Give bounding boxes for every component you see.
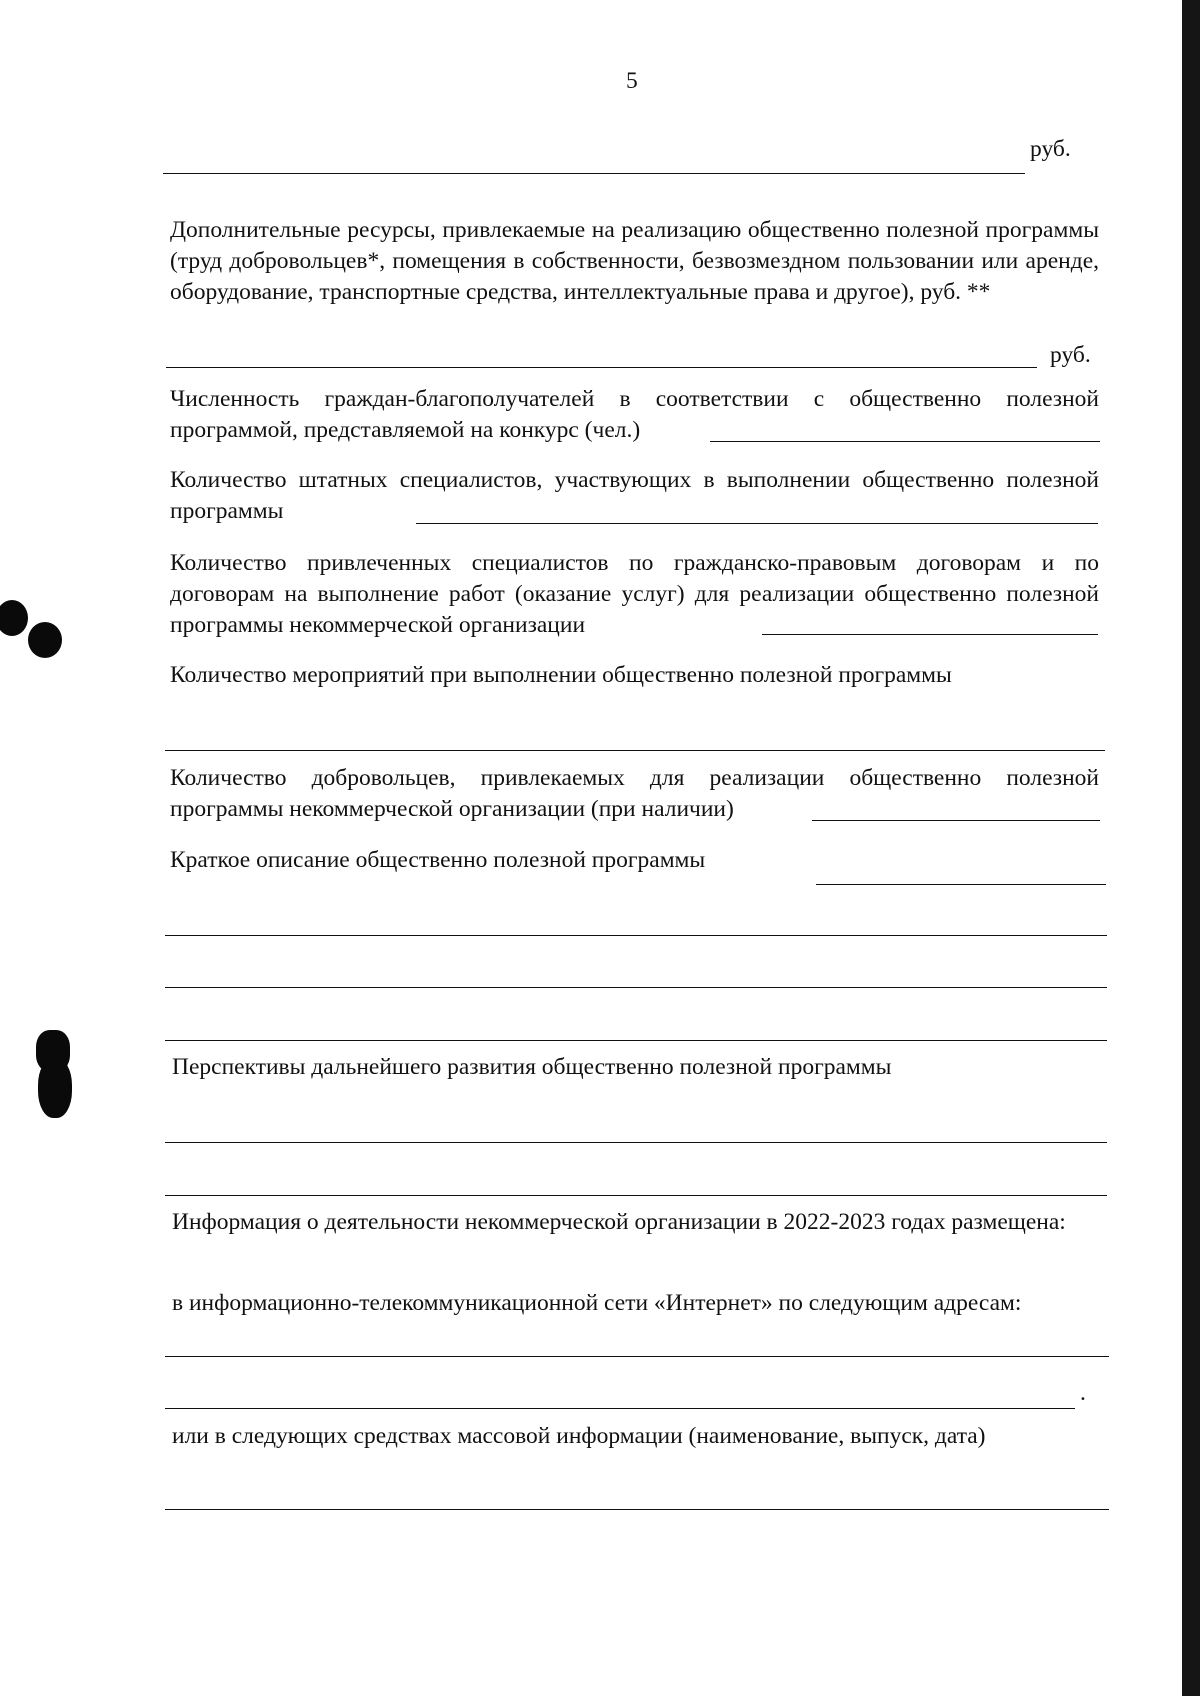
punch-hole-4 — [38, 1058, 72, 1118]
short-description-line-3 — [165, 987, 1107, 988]
answer-line-1 — [163, 173, 1025, 174]
beneficiaries-count-text — [170, 384, 1099, 446]
beneficiaries-count-label: Численность граждан-благополучателей в соответствии с общественно полезной программой, представляемой на конкурс (чел.) — [170, 386, 1099, 443]
additional-resources-text: Дополнительные ресурсы, привлекаемые на реализацию общественно полезной программы (труд добровольцев*, помещения в собственности, безвозмездном пользовании или аренде, оборудование, транспортные средства, интеллектуальные права и другое), руб. ** — [170, 217, 1099, 305]
internet-addresses-line-1 — [165, 1356, 1109, 1357]
staff-specialists-answer-line — [416, 523, 1098, 524]
prospects-line-1 — [165, 1142, 1107, 1143]
punch-hole-1 — [0, 600, 28, 636]
short-description-line-4 — [165, 1040, 1107, 1041]
staff-specialists-text: Количество штатных специалистов, участвующих в выполнении общественно полезной программы — [170, 467, 1099, 524]
volunteers-count-answer-line — [812, 820, 1100, 821]
short-description-text: Краткое описание общественно полезной программы — [170, 847, 706, 873]
internet-addresses-text: в информационно-телекоммуникационной сети «Интернет» по следующим адресам: — [172, 1290, 1022, 1316]
page-number: 5 — [626, 68, 638, 94]
events-count-text: Количество мероприятий при выполнении общественно полезной программы — [170, 662, 952, 688]
short-description-line-2 — [165, 935, 1107, 936]
additional-resources-answer-line — [166, 367, 1037, 368]
engaged-specialists-text: Количество привлеченных специалистов по гражданско-правовым договорам и по договорам на выполнение работ (оказание услуг) для реализации общественно полезной программы некоммерческой организации — [170, 550, 1099, 638]
beneficiaries-count-answer-line — [710, 441, 1100, 442]
volunteers-count-text: Количество добровольцев, привлекаемых для реализации общественно полезной программы некоммерческой организации (при наличии) — [170, 765, 1099, 822]
internet-addresses-line-2 — [165, 1408, 1075, 1409]
events-count-answer-line — [165, 750, 1105, 751]
activity-info-text: Информация о деятельности некоммерческой организации в 2022-2023 годах размещена: — [172, 1209, 1066, 1235]
prospects-line-2 — [165, 1195, 1107, 1196]
scan-edge-shadow — [1182, 0, 1200, 1696]
prospects-text: Перспективы дальнейшего развития общественно полезной программы — [172, 1054, 892, 1080]
rub-label-2: руб. — [1050, 342, 1091, 368]
trailing-dot: . — [1080, 1380, 1086, 1406]
rub-label-1: руб. — [1030, 136, 1071, 162]
punch-hole-2 — [28, 622, 62, 658]
engaged-specialists-answer-line — [762, 634, 1098, 635]
mass-media-text: или в следующих средствах массовой информации (наименование, выпуск, дата) — [172, 1423, 986, 1449]
short-description-line-1 — [816, 884, 1106, 885]
mass-media-answer-line — [165, 1509, 1109, 1510]
